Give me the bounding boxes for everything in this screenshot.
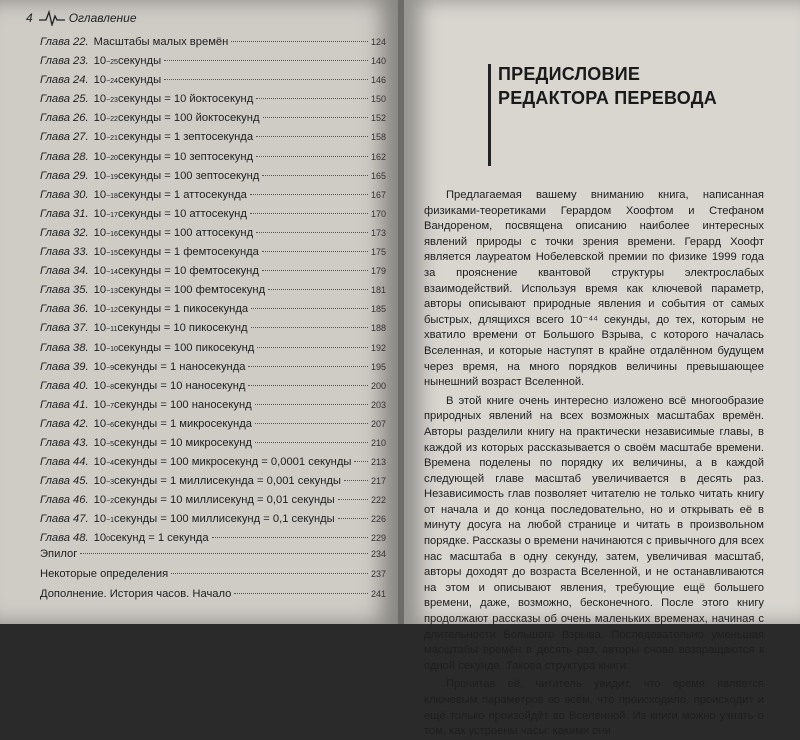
chapter-label: Глава 32. — [40, 226, 89, 239]
chapter-base: 10 — [93, 417, 107, 430]
page-ref: 210 — [370, 437, 386, 448]
chapter-base: 10 — [93, 436, 107, 449]
chapter-base: 10 — [93, 360, 107, 373]
leader-dots — [338, 518, 368, 519]
chapter-label: Глава 28. — [40, 150, 89, 163]
chapter-title: секунды = 100 миллисекунд = 0,1 секунды — [114, 513, 335, 526]
chapter-label: Глава 39. — [40, 360, 89, 373]
chapter-base: 10 — [93, 131, 107, 144]
chapter-title: секунды = 1 микросекунда — [114, 417, 252, 430]
chapter-label: Глава 41. — [40, 398, 89, 411]
toc-entry: Глава 43. 10 −5 секунды = 10 микросекунд 210 — [40, 436, 386, 449]
chapter-base: 10 — [93, 265, 107, 278]
page-ref: 192 — [370, 342, 386, 353]
page-ref: 203 — [370, 399, 386, 410]
leader-dots — [256, 98, 368, 99]
page-ref: 175 — [370, 247, 386, 258]
chapter-base: 10 — [93, 74, 107, 87]
preface-title — [498, 62, 717, 110]
leader-dots — [255, 442, 368, 443]
page-ref: 237 — [370, 569, 386, 579]
toc-entry — [40, 568, 386, 588]
chapter-title: секунды = 10 миллисекунд = 0,01 секунды — [114, 494, 335, 507]
chapter-base: 10 — [93, 207, 107, 220]
chapter-title: секунды — [117, 55, 162, 68]
toc-entry: Глава 44. 10 −4 секунды = 100 микросекунд = 0,0001 секунды 213 — [40, 456, 386, 469]
leader-dots — [251, 327, 368, 328]
toc-extras — [40, 548, 386, 608]
page-ref: 207 — [370, 418, 386, 429]
chapter-base: 10 — [93, 398, 107, 411]
toc-entry: Глава 26. 10 −22 секунды = 100 йоктосекунд 152 — [40, 112, 386, 125]
leader-dots — [250, 213, 368, 214]
chapter-base: Масштабы малых времён — [93, 36, 229, 48]
page-ref: 124 — [370, 37, 386, 47]
leader-dots — [234, 593, 368, 594]
toc-entry: Глава 47. 10 −1 секунды = 100 миллисекунд = 0,1 секунды 226 — [40, 513, 386, 526]
chapter-title: секунд = 1 секунда — [109, 532, 209, 545]
toc-entry: Глава 23. 10 −25 секунды 140 — [40, 55, 386, 68]
toc-entry: Глава 34. 10 −14 секунды = 10 фемтосекунд 179 — [40, 265, 386, 278]
table-of-contents — [40, 36, 386, 552]
page-header — [26, 8, 137, 28]
chapter-base: 10 — [93, 341, 107, 354]
page-ref: 185 — [370, 304, 386, 315]
page-ref: 213 — [370, 457, 386, 468]
chapter-base: 10 — [93, 379, 107, 392]
chapter-title: секунды = 1 аттосекунда — [117, 188, 247, 201]
chapter-title: секунды = 10 микросекунд — [114, 436, 252, 449]
chapter-title: секунды = 10 зептосекунд — [117, 150, 254, 163]
chapter-label: Глава 30. — [40, 188, 89, 201]
leader-dots — [268, 289, 368, 290]
page-ref: 158 — [370, 132, 386, 143]
chapter-label: Глава 48. — [40, 532, 89, 545]
toc-entry: Глава 42. 10 −6 секунды = 1 микросекунда 207 — [40, 417, 386, 430]
leader-dots — [231, 41, 368, 42]
page-ref: 179 — [370, 266, 386, 277]
title-bar — [488, 64, 491, 166]
chapter-label: Глава 34. — [40, 265, 89, 278]
chapter-label: Глава 22. — [40, 36, 89, 48]
chapter-base: 10 — [93, 93, 107, 106]
leader-dots — [256, 136, 368, 137]
chapter-label: Глава 29. — [40, 169, 89, 182]
chapter-base: 10 — [93, 169, 107, 182]
leader-dots — [262, 251, 368, 252]
page-ref: 234 — [370, 549, 386, 559]
chapter-label: Глава 43. — [40, 436, 89, 449]
chapter-title: секунды = 100 микросекунд = 0,0001 секунды — [114, 456, 352, 469]
page-ref: 241 — [370, 589, 386, 599]
chapter-title: секунды = 10 фемтосекунд — [117, 265, 259, 278]
page-number: 4 — [26, 11, 33, 25]
preface-title-line1: ПРЕДИСЛОВИЕ — [498, 64, 641, 84]
page-ref: 170 — [370, 208, 386, 219]
chapter-title: секунды = 10 йоктосекунд — [117, 93, 254, 106]
chapter-base: 10 — [93, 475, 107, 488]
chapter-title: секунды = 1 миллисекунда = 0,001 секунды — [114, 475, 341, 488]
chapter-label: Глава 46. — [40, 494, 89, 507]
chapter-title: секунды = 1 наносекунда — [114, 360, 246, 373]
page-ref: 188 — [370, 323, 386, 334]
toc-entry — [40, 36, 386, 55]
toc-entry: Глава 38. 10 −10 секунды = 100 пикосекунд 192 — [40, 341, 386, 354]
leader-dots — [80, 553, 368, 554]
chapter-base: 10 — [93, 112, 107, 125]
leader-dots — [248, 366, 368, 367]
section-title: Дополнение. История часов. Начало — [40, 588, 232, 600]
chapter-base: 10 — [93, 494, 107, 507]
chapter-label: Глава 25. — [40, 93, 89, 106]
chapter-label: Глава 35. — [40, 284, 89, 297]
leader-dots — [262, 270, 368, 271]
leader-dots — [262, 175, 368, 176]
pulse-line-icon — [39, 10, 65, 26]
toc-entry: Глава 40. 10 −8 секунды = 10 наносекунд 200 — [40, 379, 386, 392]
chapter-title: секунды = 100 наносекунд — [114, 398, 252, 411]
toc-entry: Глава 48. 10 0 секунд = 1 секунда 229 — [40, 532, 386, 545]
leader-dots — [164, 60, 368, 61]
leader-dots — [255, 404, 368, 405]
leader-dots — [354, 461, 368, 462]
paragraph: В этой книге очень интересно изложено всё многообразие природных явлений на всех возможных масштабах времён. Авторы разделили книгу на практически независимые главы, в каждой из которых рассказывается о своём масштабе времени. Времена поделены по порядку их величины, а в каждой следующей главе масштаб увеличивается в десять раз. Независимость глав позволяет читателю не только читать книгу от начала и до конца последовательно, но и открывать её в минуту досуга на любой странице и читать в произвольном порядке. Рассказы о времени начинаются с привычного для всех нас масштаба в одну секунду, затем, увеличивая масштаб, авторы доходят до возраста Вселенной, и не останавливаются на этом и описывают явления, требующие ещё большего времени, даже, возможно, бесконечного. После этого книгу продолжают рассказы об очень маленьких временах, начиная с длительности Большого Взрыва. Последовательно уменьшая масштабы времён в десять раз, авторы снова возвращаются к одной секунде. Такова структура книги. — [424, 394, 764, 672]
left-page — [0, 0, 400, 624]
header-title: Оглавление — [68, 11, 137, 25]
toc-entry: Глава 28. 10 −20 секунды = 10 зептосекунд 162 — [40, 150, 386, 163]
toc-entry: Глава 29. 10 −19 секунды = 100 зептосекунд 165 — [40, 169, 386, 182]
toc-entry: Глава 24. 10 −24 секунды 146 — [40, 74, 386, 87]
page-ref: 140 — [370, 56, 386, 67]
chapter-label: Глава 23. — [40, 55, 89, 68]
chapter-label: Глава 31. — [40, 207, 89, 220]
chapter-label: Глава 38. — [40, 341, 89, 354]
chapter-base: 10 — [93, 226, 107, 239]
chapter-base: 10 — [93, 322, 107, 335]
paragraph: Предлагаемая вашему вниманию книга, написанная физиками-теоретиками Герардом Хоофтом и Стефаном Вандореном, посвящена описанию наиболее интересных явлений природы с точки зрения времени. Герард Хоофт является лауреатом Нобелевской премии по физике 1999 года за прояснение квантовой структуры электрослабых взаимодействий. Используя время как ключевой параметр, авторы описывают природные явления и события от самых быстрых, длящихся всего 10⁻⁴⁴ секунды, до тех, которым не хватило времени от Большого Взрыва, с которого началась Вселенная, и которые наступят в крайне отдалённом будущем через время, на много порядков величины превышающее нынешний возраст Вселенной. — [424, 189, 764, 389]
chapter-base: 10 — [93, 284, 107, 297]
section-title: Эпилог — [40, 548, 78, 560]
leader-dots — [171, 573, 368, 574]
toc-entry: Глава 25. 10 −23 секунды = 10 йоктосекунд 150 — [40, 93, 386, 106]
toc-entry: Глава 46. 10 −2 секунды = 10 миллисекунд = 0,01 секунды 222 — [40, 494, 386, 507]
chapter-base: 10 — [93, 513, 107, 526]
toc-entry: Глава 45. 10 −3 секунды = 1 миллисекунда = 0,001 секунды 217 — [40, 475, 386, 488]
toc-entry — [40, 588, 386, 608]
leader-dots — [250, 194, 368, 195]
toc-entry: Глава 30. 10 −18 секунды = 1 аттосекунда 167 — [40, 188, 386, 201]
chapter-title: секунды = 100 зептосекунд — [117, 169, 260, 182]
toc-entry: Глава 32. 10 −16 секунды = 100 аттосекунд 173 — [40, 226, 386, 239]
page-ref: 222 — [370, 495, 386, 506]
page-ref: 152 — [370, 113, 386, 124]
page-ref: 226 — [370, 514, 386, 525]
toc-entry: Глава 33. 10 −15 секунды = 1 фемтосекунда 175 — [40, 246, 386, 259]
chapter-base: 10 — [93, 188, 107, 201]
section-title: Некоторые определения — [40, 568, 169, 580]
chapter-title: секунды = 10 аттосекунд — [117, 207, 247, 220]
toc-entry: Глава 41. 10 −7 секунды = 100 наносекунд 203 — [40, 398, 386, 411]
leader-dots — [256, 156, 368, 157]
leader-dots — [257, 347, 368, 348]
chapter-title: секунды = 100 пикосекунд — [117, 341, 255, 354]
chapter-label: Глава 24. — [40, 74, 89, 87]
toc-entry: Глава 39. 10 −9 секунды = 1 наносекунда 195 — [40, 360, 386, 373]
chapter-label: Глава 33. — [40, 246, 89, 259]
chapter-base: 10 — [93, 150, 107, 163]
chapter-title: секунды = 1 зептосекунда — [117, 131, 254, 144]
leader-dots — [338, 499, 368, 500]
chapter-label: Глава 45. — [40, 475, 89, 488]
page-ref: 162 — [370, 151, 386, 162]
page-ref: 229 — [370, 533, 386, 544]
chapter-title: секунды = 10 пикосекунд — [117, 322, 248, 335]
chapter-title: секунды = 1 фемтосекунда — [117, 246, 259, 259]
toc-entry: Глава 31. 10 −17 секунды = 10 аттосекунд 170 — [40, 207, 386, 220]
chapter-title: секунды = 100 аттосекунд — [117, 226, 254, 239]
leader-dots — [263, 117, 368, 118]
chapter-title: секунды — [117, 74, 162, 87]
toc-entry: Глава 37. 10 −11 секунды = 10 пикосекунд 188 — [40, 322, 386, 335]
page-ref: 195 — [370, 361, 386, 372]
leader-dots — [255, 423, 368, 424]
chapter-label: Глава 37. — [40, 322, 89, 335]
preface-title-line2: РЕДАКТОРА ПЕРЕВОДА — [498, 88, 717, 108]
toc-entry: Глава 27. 10 −21 секунды = 1 зептосекунда 158 — [40, 131, 386, 144]
page-ref: 167 — [370, 189, 386, 200]
leader-dots — [212, 537, 368, 538]
chapter-label: Глава 27. — [40, 131, 89, 144]
chapter-title: секунды = 10 наносекунд — [114, 379, 246, 392]
page-ref: 173 — [370, 227, 386, 238]
toc-entry: Глава 36. 10 −12 секунды = 1 пикосекунда 185 — [40, 303, 386, 316]
page-ref: 217 — [370, 476, 386, 487]
chapter-label: Глава 26. — [40, 112, 89, 125]
leader-dots — [251, 308, 368, 309]
preface-body — [424, 188, 764, 740]
chapter-label: Глава 40. — [40, 379, 89, 392]
toc-entry: Глава 35. 10 −13 секунды = 100 фемтосекунд 181 — [40, 284, 386, 297]
toc-entry — [40, 548, 386, 568]
chapter-base: 10 — [93, 532, 107, 545]
chapter-label: Глава 42. — [40, 417, 89, 430]
page-ref: 165 — [370, 170, 386, 181]
page-ref: 150 — [370, 94, 386, 105]
paragraph: Прочитав её, читатель увидит, что время является ключевым параметров во всём, что происходило, происходит и ещё только произойдёт во Вселенной. Из книги можно узнать о том, как устроены часы: какими они — [424, 678, 764, 738]
page-ref: 200 — [370, 380, 386, 391]
chapter-label: Глава 47. — [40, 513, 89, 526]
leader-dots — [164, 79, 368, 80]
chapter-base: 10 — [93, 303, 107, 316]
page-ref: 181 — [370, 285, 386, 296]
leader-dots — [344, 480, 368, 481]
chapter-base: 10 — [93, 55, 107, 68]
page-ref: 146 — [370, 75, 386, 86]
chapter-base: 10 — [93, 456, 107, 469]
leader-dots — [256, 232, 368, 233]
chapter-label: Глава 44. — [40, 456, 89, 469]
chapter-title: секунды = 1 пикосекунда — [117, 303, 249, 316]
chapter-label: Глава 36. — [40, 303, 89, 316]
chapter-base: 10 — [93, 246, 107, 259]
chapter-title: секунды = 100 фемтосекунд — [117, 284, 266, 297]
chapter-title: секунды = 100 йоктосекунд — [117, 112, 260, 125]
leader-dots — [248, 385, 368, 386]
